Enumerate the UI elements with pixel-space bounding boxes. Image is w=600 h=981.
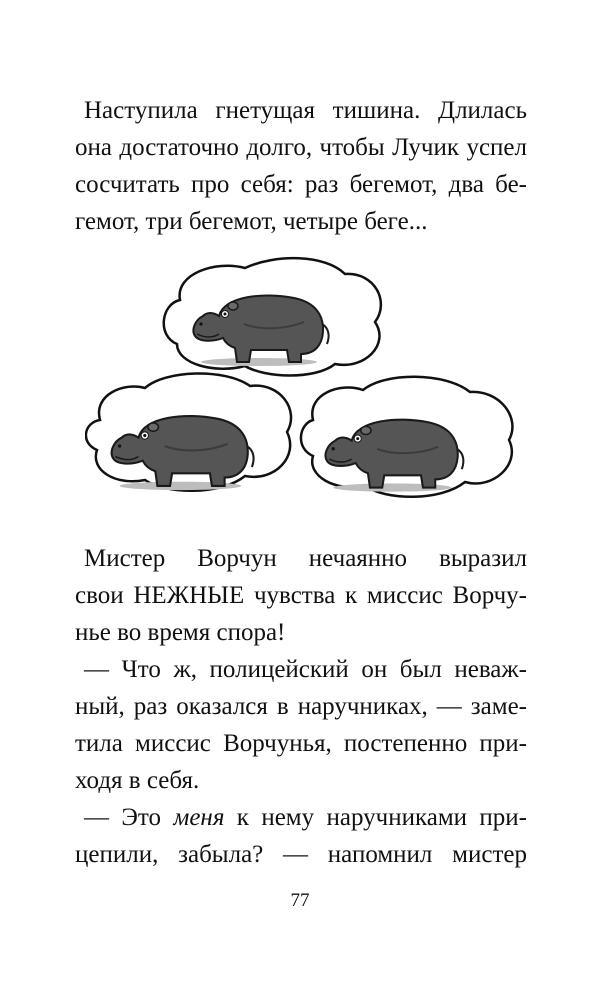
text-line: она достаточно долго, чтобы Лучик успел xyxy=(75,134,527,161)
text-line: свои НЕЖНЫЕ чувства к миссис Ворчу- xyxy=(75,582,527,609)
text-line: цепили, забыла? — напомнил мистер xyxy=(75,841,527,868)
text-line: Мистер Ворчун нечаянно выразил xyxy=(84,545,527,572)
paragraph-3 xyxy=(75,651,527,799)
text-line: ный, раз оказался в наручниках, — заме- xyxy=(75,693,527,720)
text-line: гемот, три бегемот, четыре беге... xyxy=(75,208,428,235)
hippo-illustration xyxy=(85,252,520,514)
dialogue-rest: к нему наручниками при- xyxy=(224,804,527,831)
text-line xyxy=(75,799,527,836)
dialogue-start: — Это xyxy=(84,804,174,831)
text-line: сосчитать про себя: раз бегемот, два бе- xyxy=(75,171,527,198)
page-number: 77 xyxy=(290,890,310,911)
text-line: нье во время спора! xyxy=(75,619,286,646)
paragraph-1 xyxy=(75,92,527,240)
text-line: тила миссис Ворчунья, постепенно при- xyxy=(75,730,527,757)
text-line: Наступила гнетущая тишина. Длилась xyxy=(84,97,527,124)
paragraph-2 xyxy=(75,540,527,651)
text-line: ходя в себя. xyxy=(75,767,200,794)
emphasis-word: меня xyxy=(173,804,225,831)
text-line: — Что ж, полицейский он был неваж- xyxy=(84,656,527,683)
paragraph-4 xyxy=(75,799,527,873)
